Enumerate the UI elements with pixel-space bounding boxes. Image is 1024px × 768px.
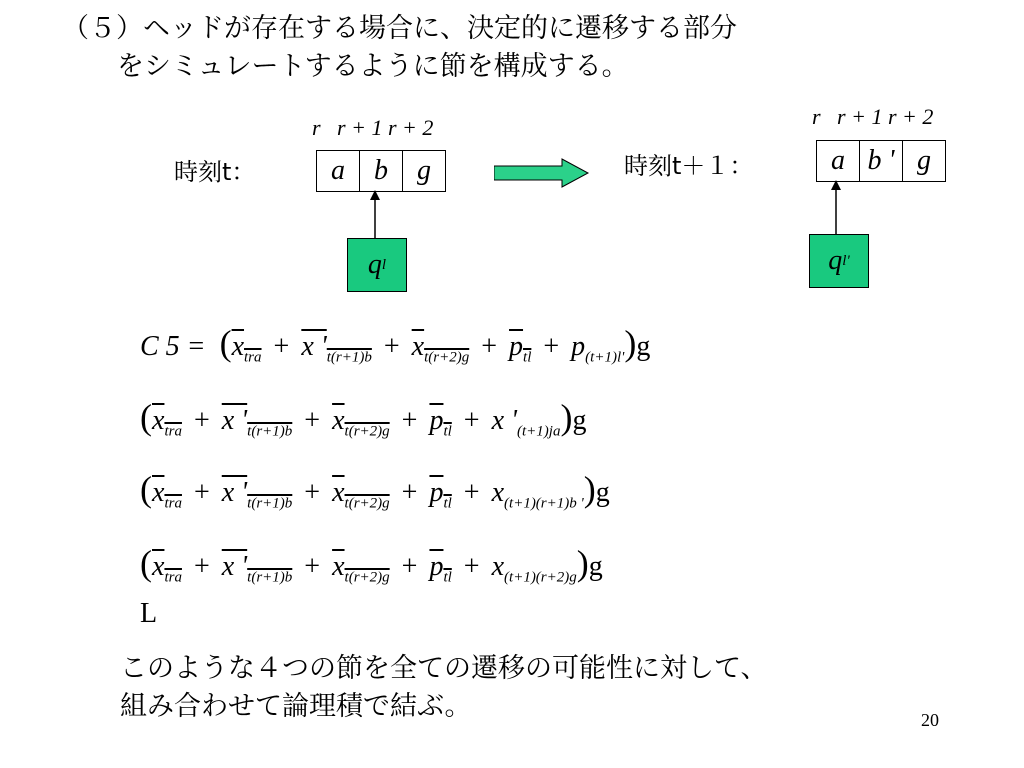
open-paren: ( [140,397,152,437]
right-state-box [809,234,869,288]
left-state-symbol: q [367,249,382,280]
title-line-1: （５）ヘッドが存在する場合に、決定的に遷移する部分 [62,13,737,44]
formula-ellipsis: L [140,598,158,629]
plus-sign: + [304,477,321,508]
conclusion-line-2: 組み合わせて論理積で結ぶ。 [120,691,472,722]
formula-tail: g [572,405,587,436]
right-head-arrow [821,180,851,236]
plus-sign: + [463,551,480,582]
formula-tail: g [595,477,610,508]
right-tape-cell: b ' [860,141,903,181]
formula-row-4 [140,542,603,587]
plus-sign: + [401,551,418,582]
plus-sign: + [401,477,418,508]
open-paren: ( [140,469,152,509]
plus-sign: + [304,405,321,436]
term: $x_{tra}$ [152,405,182,440]
plus-sign: + [463,477,480,508]
left-head-arrow [360,190,390,240]
formula-tail: g [636,331,651,362]
plus-sign: + [463,405,480,436]
term: $x_{(t+1)(r+1)b '}$ [491,477,584,512]
right-state-subscript: l' [842,252,850,269]
term: x '$_{t(r+1)b}$ [221,477,293,512]
close-paren: ) [560,397,573,437]
term: $p_{tl}$ [429,477,452,512]
plus-sign: + [193,477,210,508]
term: $x_{tra}$ [152,551,182,586]
term: $x_{(t+1)(r+2)g}$ [491,551,577,586]
term: $x_{t(r+2)g}$ [332,551,390,586]
formula-row-1 [140,322,650,367]
formula-tail: g [588,551,603,582]
left-tape-header: r r + 1 r + 2 [312,115,434,140]
plus-sign: + [193,405,210,436]
right-time-label: 時刻t＋１： [624,152,754,180]
term: $x_{t(r+2)g}$ [332,477,390,512]
term: $x_{tra}$ [152,477,182,512]
term: $x_{t(r+2)g}$ [332,405,390,440]
term: x '$_{(t+1)ja}$ [491,405,561,440]
term: $p_{tl}$ [429,405,452,440]
formula-row-3 [140,468,610,513]
right-tape-cell: a [817,141,860,181]
title-line-2: をシミュレートするように節を構成する。 [117,51,629,82]
term: x '$_{t(r+1)b}$ [301,331,372,366]
right-tape-cell: g [917,145,931,176]
term: $x_{tra}$ [231,331,262,366]
close-paren: ) [576,543,589,583]
slide-title [62,10,737,86]
plus-sign: + [481,331,498,362]
plus-sign: + [401,405,418,436]
open-paren: ( [219,323,232,363]
term: $p_{tl}$ [509,331,532,366]
plus-sign: + [273,331,290,362]
plus-sign: + [193,551,210,582]
left-state-box [347,238,407,292]
transition-arrow-icon [494,158,590,188]
close-paren: ) [583,469,596,509]
c5-label: C 5 = [140,331,206,362]
plus-sign: + [543,331,560,362]
term: x '$_{t(r+1)b}$ [221,551,293,586]
left-time-label: 時刻t： [174,158,256,186]
term: $x_{t(r+2)g}$ [411,331,470,366]
right-tape [816,140,946,182]
formula-row-2 [140,396,586,441]
right-state-symbol: q [828,245,843,276]
term: $p_{tl}$ [429,551,452,586]
left-state-subscript: l [381,256,387,273]
plus-sign: + [304,551,321,582]
term: x '$_{t(r+1)b}$ [221,405,293,440]
left-tape-cell: b [360,151,403,191]
open-paren: ( [140,543,152,583]
left-tape-cell: g [417,155,431,186]
conclusion-line-1: このような４つの節を全ての遷移の可能性に対して、 [120,653,768,684]
term: $p_{(t+1)l'}$ [571,331,625,366]
conclusion-text [120,650,767,726]
left-tape [316,150,446,192]
page-number: 20 [921,710,939,730]
close-paren: ) [624,323,637,363]
right-tape-header: r r + 1 r + 2 [812,104,934,129]
plus-sign: + [383,331,400,362]
left-tape-cell: a [317,151,360,191]
